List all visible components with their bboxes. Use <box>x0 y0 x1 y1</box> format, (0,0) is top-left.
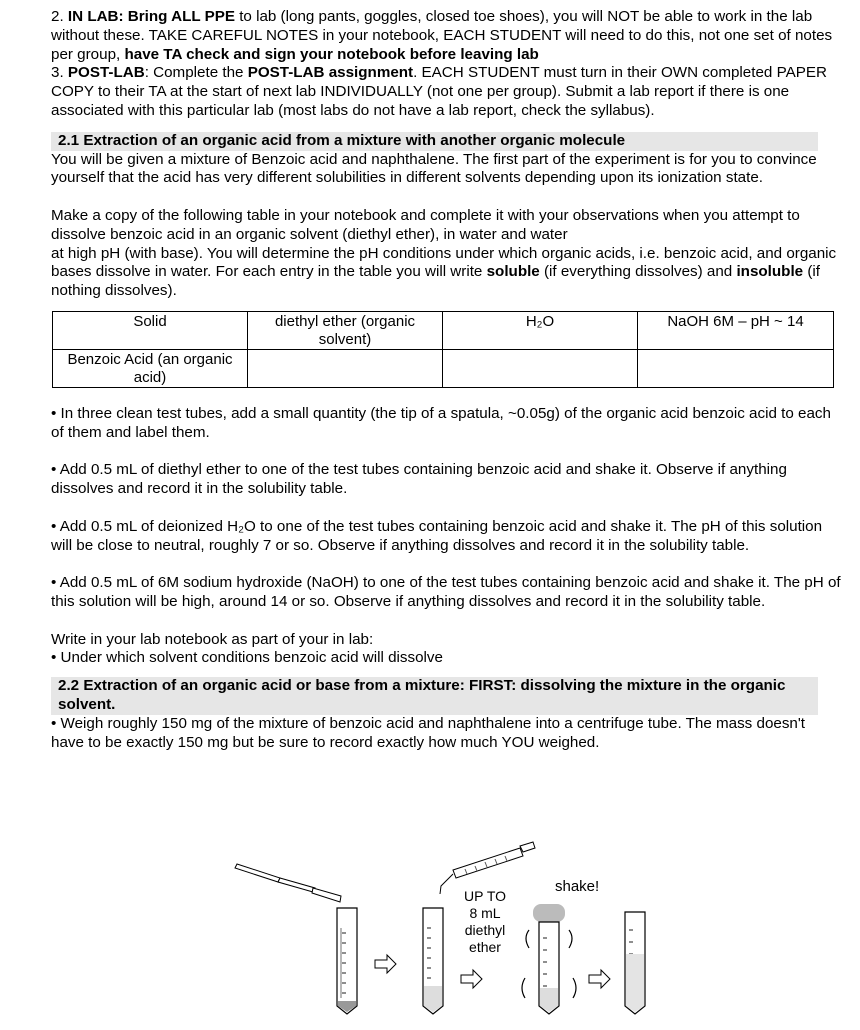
post-lab-text-2: . EACH STUDENT must turn in their OWN completed PAPER COPY to their TA at the start of next lab INDIVIDUALLY (not one per group). Submit a lab report if there is one associated with this particular lab (most labs do not have a lab report, check the syllabus). <box>51 64 827 119</box>
header-solid: Solid <box>53 311 248 349</box>
spatula-icon <box>235 864 341 902</box>
cell-naoh-result <box>638 349 834 387</box>
section-heading-2-2: 2.2 Extraction of an organic acid or base from a mixture: FIRST: dissolving the mixture in the organic solvent. <box>51 677 818 715</box>
volume-label <box>455 888 515 956</box>
intro-item-3 <box>51 64 841 120</box>
arrow-right-icon <box>461 970 482 988</box>
syringe-icon <box>440 842 535 894</box>
cell-benzoic-acid: Benzoic Acid (an organic acid) <box>53 349 248 387</box>
procedure-figure <box>215 838 665 1024</box>
shake-label: shake! <box>555 878 600 895</box>
header-diethyl-ether: diethyl ether (organic solvent) <box>248 311 443 349</box>
intro-item-2 <box>51 8 841 64</box>
bullet-step: • In three clean test tubes, add a small quantity (the tip of a spatula, ~0.05g) of the organic acid benzoic acid to each of them and label them. <box>51 404 831 441</box>
ta-sign-note: have TA check and sign your notebook before leaving lab <box>124 45 539 63</box>
procedure-illustration <box>215 838 665 1024</box>
insoluble-term: insoluble <box>736 263 804 281</box>
instructions-text: at high pH (with base). You will determine the pH conditions under which organic acids, i.e. benzoic acid, and organic bases dissolve in water. For each entry in the table you will write <box>51 244 837 281</box>
notebook-instruction: Write in your lab notebook as part of your in lab: <box>51 630 374 648</box>
arrow-right-icon <box>375 955 396 973</box>
in-lab-label: IN LAB: Bring ALL PPE <box>67 8 235 25</box>
post-lab-assignment: POST-LAB assignment <box>247 64 414 82</box>
arrow-right-icon <box>589 970 610 988</box>
table-row <box>53 349 834 387</box>
post-lab-label: POST-LAB <box>67 64 145 82</box>
capped-tube-icon <box>522 904 576 1014</box>
item-number: 2. <box>51 8 64 25</box>
header-naoh: NaOH 6M – pH ~ 14 <box>638 311 834 349</box>
test-tube-1-icon <box>337 908 357 1014</box>
solubility-table <box>52 311 834 388</box>
cell-ether-result <box>248 349 443 387</box>
bullet-step: • Add 0.5 mL of 6M sodium hydroxide (NaOH) to one of the test tubes containing benzoic acid and shake it. The pH of this solution will be high, around 14 or so. Observe if anything dissolves and record it in the solubility table. <box>51 574 841 610</box>
label-diethyl: diethyl <box>464 922 506 938</box>
document-page <box>51 8 841 752</box>
table-header-row <box>53 311 834 349</box>
label-ether: ether <box>469 939 501 955</box>
soluble-term: soluble <box>486 263 540 281</box>
instructions-text: (if nothing dissolves). <box>51 263 820 300</box>
test-tube-4-icon <box>625 912 645 1014</box>
section-2-1-intro: You will be given a mixture of Benzoic acid and naphthalene. The first part of the experiment is for you to convince yourself that the acid has very different solubilities in different solvents depending upon its ionization state. <box>51 150 817 187</box>
test-tube-2-icon <box>423 908 443 1014</box>
label-upto: UP TO <box>463 888 507 904</box>
label-ml: 8 mL <box>469 905 501 921</box>
bullet-step: • Add 0.5 mL of deionized H₂O to one of the test tubes containing benzoic acid and shake it. The pH of this solution will be close to neutral, roughly 7 or so. Observe if anything dissolves and record it in the solubility table. <box>51 517 823 554</box>
in-lab-text: to lab (long pants, goggles, closed toe shoes), you will NOT be able to work in the lab without these. TAKE CAREFUL NOTES in your notebook, EACH STUDENT will need to do this, not one set of notes per group, <box>51 8 833 63</box>
section-2-1-instructions <box>51 207 841 301</box>
header-water: H₂O <box>443 311 638 349</box>
bullet-step: • Add 0.5 mL of diethyl ether to one of the test tubes containing benzoic acid and shake it. Observe if anything dissolves and record it in the solubility table. <box>51 461 787 498</box>
instructions-text: (if everything dissolves) and <box>539 263 737 281</box>
instructions-text: Make a copy of the following table in your notebook and complete it with your observations when you attempt to dissolve benzoic acid in an organic solvent (diethyl ether), in water and water <box>51 206 800 243</box>
item-number: 3. <box>51 64 64 82</box>
bullet-step: • Weigh roughly 150 mg of the mixture of benzoic acid and naphthalene into a centrifuge tube. The mass doesn't have to be exactly 150 mg but be sure to record exactly how much YOU weighed. <box>51 714 805 751</box>
cell-water-result <box>443 349 638 387</box>
section-heading-2-1: 2.1 Extraction of an organic acid from a mixture with another organic molecule <box>51 132 818 151</box>
post-lab-text: : Complete the <box>144 64 248 82</box>
notebook-bullet: • Under which solvent conditions benzoic acid will dissolve <box>51 649 443 667</box>
